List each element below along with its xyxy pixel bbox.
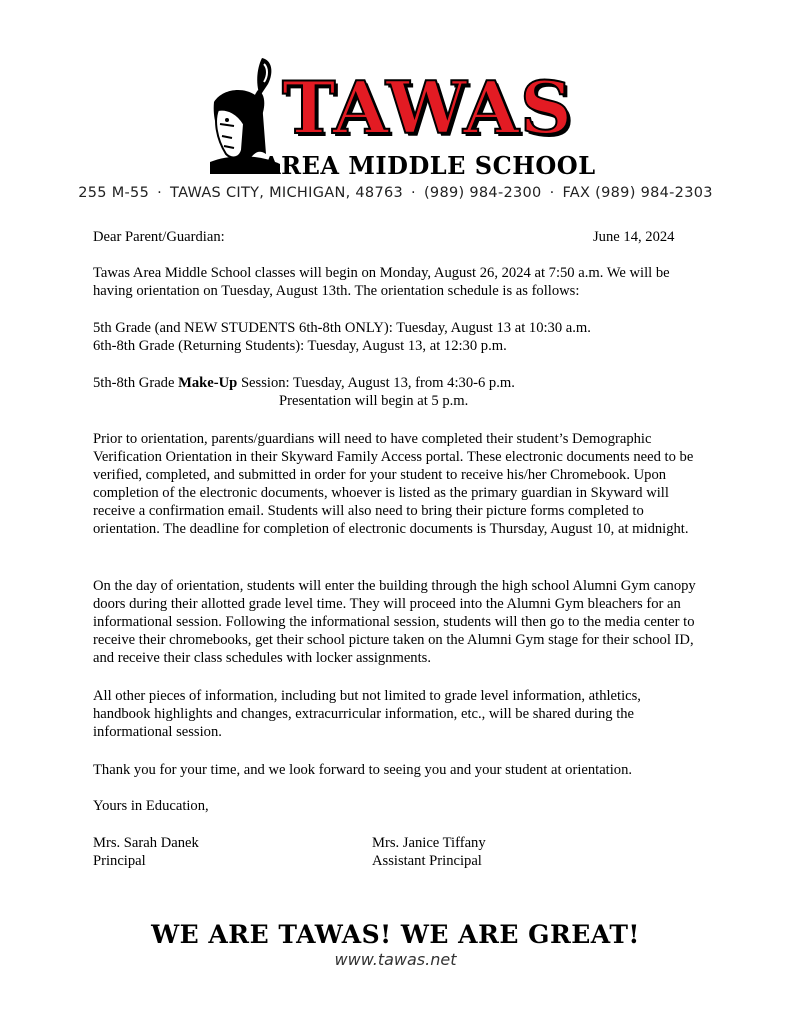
letter-date: June 14, 2024 xyxy=(593,229,675,245)
address-line xyxy=(0,185,791,201)
intro-paragraph: Tawas Area Middle School classes will begin on Monday, August 26, 2024 at 7:50 a.m. We will be having orientation on Tuesday, August 13th. The orientation schedule is as follows: xyxy=(93,265,670,299)
address-city: TAWAS CITY, MICHIGAN, 48763 xyxy=(170,185,404,201)
makeup-bold: Make-Up xyxy=(178,375,238,391)
greeting: Dear Parent/Guardian: xyxy=(93,229,225,245)
signature-block xyxy=(372,834,486,870)
address-separator: · xyxy=(157,185,163,201)
signature-block xyxy=(93,834,199,870)
signature-name: Mrs. Janice Tiffany xyxy=(372,835,486,851)
other-info-paragraph: All other pieces of information, including but not limited to grade level information, athletics, handbook highlights and changes, extracurricular information, etc., will be shared during the informational session. xyxy=(93,688,641,740)
school-title: TAWAS xyxy=(282,65,574,150)
signature-name: Mrs. Sarah Danek xyxy=(93,835,199,851)
website-link[interactable]: www.tawas.net xyxy=(334,950,457,969)
schedule-line: 6th-8th Grade (Returning Students): Tuesday, August 13, at 12:30 p.m. xyxy=(93,338,507,354)
orientation-day-paragraph: On the day of orientation, students will enter the building through the high school Alumni Gym canopy doors during their allotted grade level time. They will proceed into the Alumni Gym bleachers for an informational session. Following the informational session, students will then go to the media center to receive their chromebooks, get their school picture taken on the Alumni Gym stage for their school ID, and receive their class schedules with locker assignments. xyxy=(93,578,696,666)
address-fax: FAX (989) 984-2303 xyxy=(562,185,713,201)
address-street: 255 M-55 xyxy=(78,185,150,201)
prior-orientation-paragraph: Prior to orientation, parents/guardians will need to have completed their student’s Demographic Verification Orientation in their Skyward Family Access portal. These electronic documents need to be verified, completed, and submitted in order for your student to receive his/her Chromebook. Upon completion of the electronic documents, whoever is listed as the primary guardian in Skyward will receive a confirmation email. Students will also need to bring their picture forms completed to orientation. The deadline for completion of electronic documents is Thursday, August 10, at midnight. xyxy=(93,431,694,537)
address-separator: · xyxy=(549,185,555,201)
makeup-prefix: 5th-8th Grade xyxy=(93,375,179,391)
closing: Yours in Education, xyxy=(93,798,209,814)
makeup-session-line xyxy=(93,374,515,392)
school-subtitle: AREA MIDDLE SCHOOL xyxy=(262,151,596,180)
signature-title: Principal xyxy=(93,853,146,869)
makeup-suffix: Session: Tuesday, August 13, from 4:30-6 p.m. xyxy=(237,375,515,391)
motto: WE ARE TAWAS! WE ARE GREAT! xyxy=(151,920,640,949)
presentation-line: Presentation will begin at 5 p.m. xyxy=(279,393,469,409)
address-separator: · xyxy=(411,185,416,201)
address-phone: (989) 984-2300 xyxy=(423,185,542,201)
signature-title: Assistant Principal xyxy=(372,853,482,869)
thanks-line: Thank you for your time, and we look forward to seeing you and your student at orientation. xyxy=(93,762,633,778)
schedule-line: 5th Grade (and NEW STUDENTS 6th-8th ONLY): Tuesday, August 13 at 10:30 a.m. xyxy=(93,320,591,336)
